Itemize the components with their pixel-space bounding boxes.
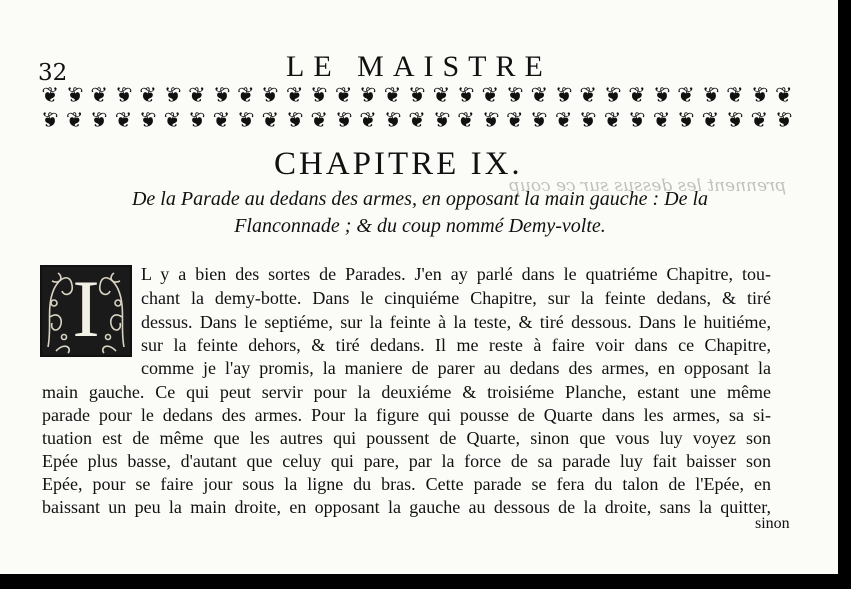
fleuron-ornament-icon: ❦	[652, 108, 671, 132]
fleuron-ornament-icon: ❦	[41, 83, 60, 107]
fleuron-ornament-icon: ❦	[359, 83, 377, 107]
fleuron-ornament-icon: ❦	[603, 83, 622, 107]
body-line: main gauche. Ce qui peut servir pour la deuxiéme & troisiéme Planche, estant une même	[42, 382, 771, 402]
fleuron-ornament-icon: ❦	[408, 108, 426, 132]
fleuron-ornament-icon: ❦	[65, 83, 84, 107]
fleuron-ornament-icon: ❦	[774, 83, 793, 107]
fleuron-ornament-icon: ❦	[774, 108, 793, 132]
fleuron-ornament-icon: ❦	[481, 83, 500, 107]
running-head: LE MAISTRE	[286, 50, 552, 83]
fleuron-ornament-icon: ❦	[750, 83, 769, 107]
fleuron-ornament-icon: ❦	[90, 83, 108, 107]
fleuron-ornament-icon: ❦	[726, 108, 744, 132]
fleuron-ornament-icon: ❦	[285, 108, 304, 132]
fleuron-ornament-icon: ❦	[310, 108, 328, 132]
fleuron-ornament-icon: ❦	[628, 83, 646, 107]
fleuron-ornament-icon: ❦	[726, 83, 744, 107]
fleuron-ornament-icon: ❦	[188, 83, 206, 107]
fleuron-ornament-icon: ❦	[90, 108, 108, 132]
body-line: baissant un peu la main droite, en opposant la gauche au dessous de la droite, sans la quitter,	[42, 497, 771, 517]
fleuron-ornament-icon: ❦	[432, 108, 451, 132]
fleuron-ornament-icon: ❦	[701, 108, 720, 132]
fleuron-ornament-icon: ❦	[677, 83, 695, 107]
body-line: parade pour le dedans des armes. Pour la figure qui pousse de Quarte dans les armes, sa si-	[42, 405, 771, 425]
fleuron-ornament-icon: ❦	[114, 83, 133, 107]
subtitle-line-2: Flanconnade ; & du coup nommé Demy-volte.	[234, 215, 606, 237]
fleuron-ornament-icon: ❦	[457, 108, 475, 132]
fleuron-ornament-icon: ❦	[408, 83, 426, 107]
fleuron-ornament-icon: ❦	[701, 83, 720, 107]
fleuron-ornament-icon: ❦	[212, 83, 231, 107]
fleuron-ornament-icon: ❦	[603, 108, 622, 132]
ornament-band	[38, 83, 796, 133]
fleuron-ornament-icon: ❦	[750, 108, 769, 132]
bleed-through-text: prennent les dessus sur ce coup	[508, 176, 786, 196]
body-line: chant la demy-botte. Dans le cinquiéme Chapitre, sur la feinte dedans, & tiré	[141, 288, 771, 308]
fleuron-ornament-icon: ❦	[579, 108, 597, 132]
fleuron-ornament-icon: ❦	[163, 83, 182, 107]
body-line: L y a bien des sortes de Parades. J'en ay parlé dans le quatriéme Chapitre, tou-	[141, 264, 771, 284]
body-line: tuation est de même que les autres qui poussent de Quarte, sinon que vous luy voyez son	[42, 428, 771, 448]
fleuron-ornament-icon: ❦	[334, 108, 353, 132]
fleuron-ornament-icon: ❦	[359, 108, 377, 132]
body-line: comme je l'ay promis, la maniere de parer au dedans des armes, en opposant la	[141, 358, 771, 378]
fleuron-ornament-icon: ❦	[212, 108, 231, 132]
fleuron-ornament-icon: ❦	[554, 108, 573, 132]
fleuron-ornament-icon: ❦	[237, 108, 255, 132]
fleuron-ornament-icon: ❦	[628, 108, 646, 132]
chapter-subtitle	[55, 186, 785, 240]
fleuron-ornament-icon: ❦	[139, 83, 157, 107]
fleuron-ornament-icon: ❦	[114, 108, 133, 132]
fleuron-ornament-icon: ❦	[530, 108, 549, 132]
fleuron-ornament-icon: ❦	[677, 108, 695, 132]
fleuron-ornament-icon: ❦	[163, 108, 182, 132]
body-line: sur la feinte dehors, & tiré dedans. Il me reste à faire voir dans ce Chapitre,	[141, 335, 771, 355]
fleuron-ornament-icon: ❦	[65, 108, 84, 132]
drop-cap-letter: I	[72, 265, 100, 354]
fleuron-ornament-icon: ❦	[530, 83, 549, 107]
fleuron-ornament-icon: ❦	[261, 108, 280, 132]
fleuron-ornament-icon: ❦	[554, 83, 573, 107]
fleuron-ornament-icon: ❦	[383, 83, 402, 107]
fleuron-ornament-icon: ❦	[481, 108, 500, 132]
fleuron-ornament-icon: ❦	[579, 83, 597, 107]
fleuron-ornament-icon: ❦	[285, 83, 304, 107]
body-line: Epée, pour se faire jour sous la ligne du bras. Cette parade se fera du talon de l'Epée, en	[42, 474, 771, 494]
fleuron-ornament-icon: ❦	[506, 108, 524, 132]
body-line: Epée plus basse, d'autant que celuy qui pare, par la force de sa parade luy fait baisser son	[42, 451, 771, 471]
fleuron-ornament-icon: ❦	[652, 83, 671, 107]
drop-cap-initial	[40, 265, 132, 357]
fleuron-ornament-icon: ❦	[432, 83, 451, 107]
fleuron-ornament-icon: ❦	[188, 108, 206, 132]
page-number: 32	[38, 60, 68, 86]
fleuron-ornament-icon: ❦	[237, 83, 255, 107]
chapter-title: CHAPITRE IX.	[274, 146, 523, 182]
fleuron-ornament-icon: ❦	[261, 83, 280, 107]
fleuron-ornament-icon: ❦	[383, 108, 402, 132]
catchword: sinon	[755, 515, 790, 532]
body-line: dessus. Dans le septiéme, sur la feinte à la teste, & tiré dessous. Dans le huitiéme,	[141, 312, 771, 332]
fleuron-ornament-icon: ❦	[41, 108, 60, 132]
fleuron-ornament-icon: ❦	[139, 108, 157, 132]
fleuron-ornament-icon: ❦	[506, 83, 524, 107]
fleuron-ornament-icon: ❦	[334, 83, 353, 107]
fleuron-ornament-icon: ❦	[457, 83, 475, 107]
subtitle-line-1: De la Parade au dedans des armes, en opposant la main gauche : De la	[131, 188, 709, 210]
fleuron-ornament-icon: ❦	[310, 83, 328, 107]
